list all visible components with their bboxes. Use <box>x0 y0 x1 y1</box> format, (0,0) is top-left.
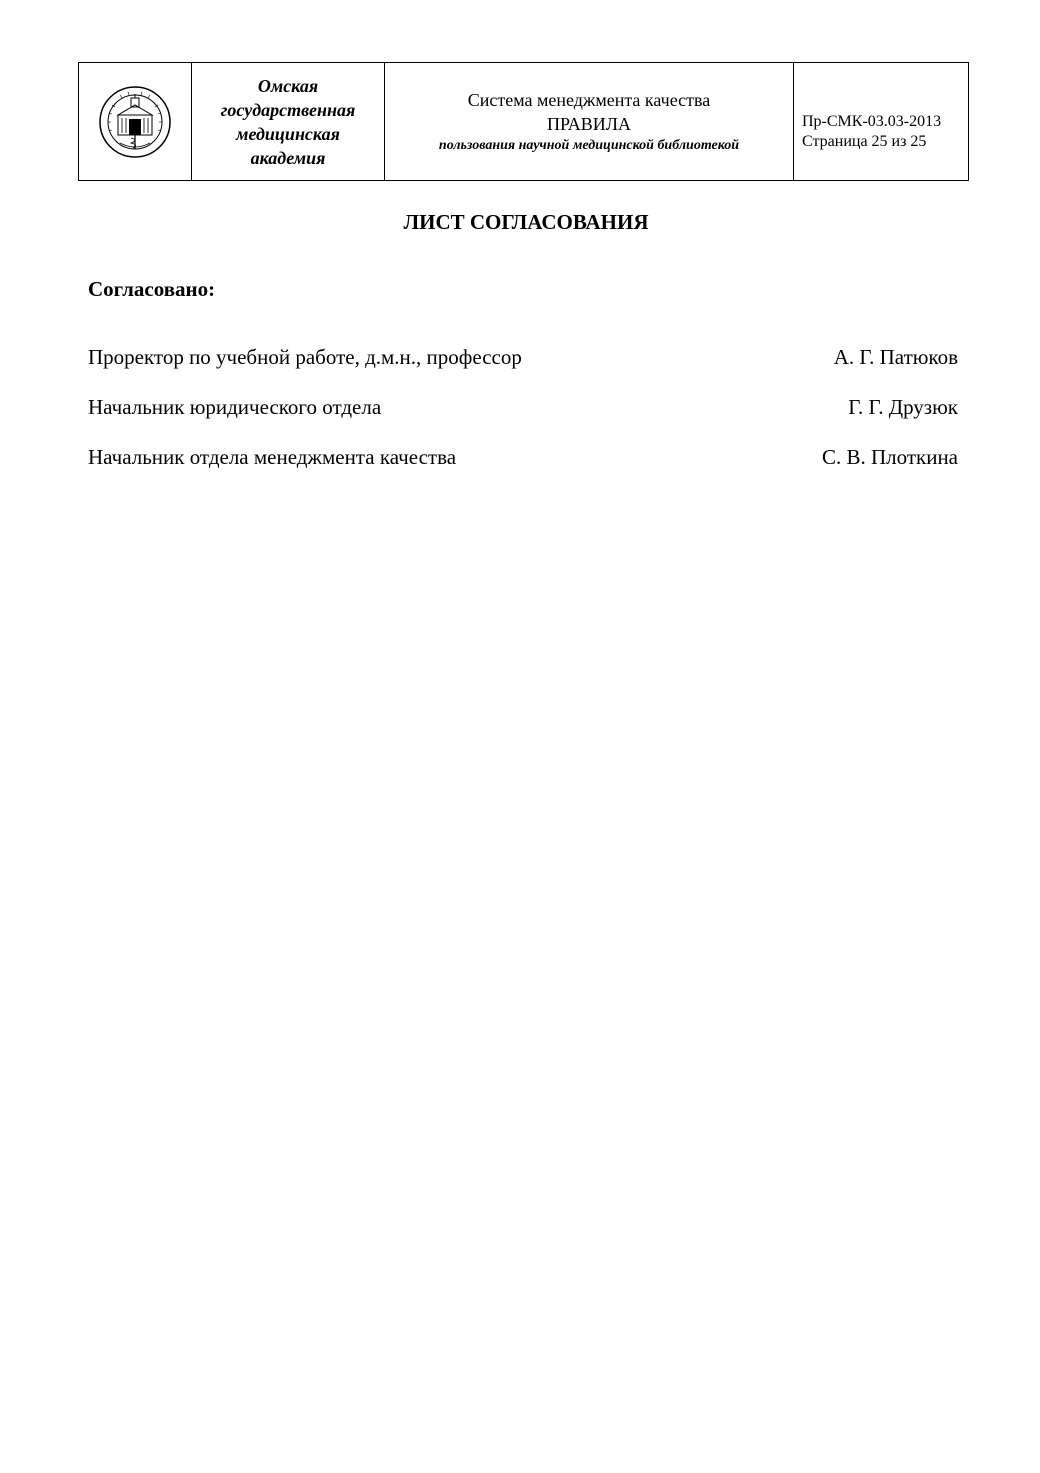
document-header <box>78 62 969 181</box>
academy-emblem-icon <box>98 85 172 159</box>
organization-cell <box>192 63 385 181</box>
document-subtitle: пользования научной медицинской библиотекой <box>438 137 740 153</box>
document-code: Пр-СМК-03.03-2013 <box>802 113 942 130</box>
signer-row <box>88 393 958 443</box>
signer-name: С. В. Плоткина <box>821 445 958 469</box>
document-code-cell <box>794 63 969 181</box>
signer-row <box>88 443 958 493</box>
signer-position: Проректор по учебной работе, д.м.н., профессор <box>88 345 522 369</box>
organization-name-line: Омская <box>257 75 319 96</box>
signer-row <box>88 343 958 393</box>
signer-name: Г. Г. Друзюк <box>848 395 958 419</box>
signers-list <box>88 343 958 493</box>
sheet-title: ЛИСТ СОГЛАСОВАНИЯ <box>403 210 649 234</box>
page-number: Страница 25 из 25 <box>802 133 927 150</box>
organization-name-line: медицинская <box>236 123 340 144</box>
system-title: Система менеджмента качества <box>467 89 711 110</box>
agreed-label: Согласовано: <box>88 277 216 301</box>
document-title-cell <box>385 63 794 181</box>
document-type: ПРАВИЛА <box>547 113 631 134</box>
organization-name-line: академия <box>250 147 326 168</box>
signer-position: Начальник отдела менеджмента качества <box>88 445 457 469</box>
logo-cell <box>79 63 192 181</box>
organization-name-line: государственная <box>220 99 356 120</box>
signer-name: А. Г. Патюков <box>833 345 958 369</box>
signer-position: Начальник юридического отдела <box>88 395 382 419</box>
